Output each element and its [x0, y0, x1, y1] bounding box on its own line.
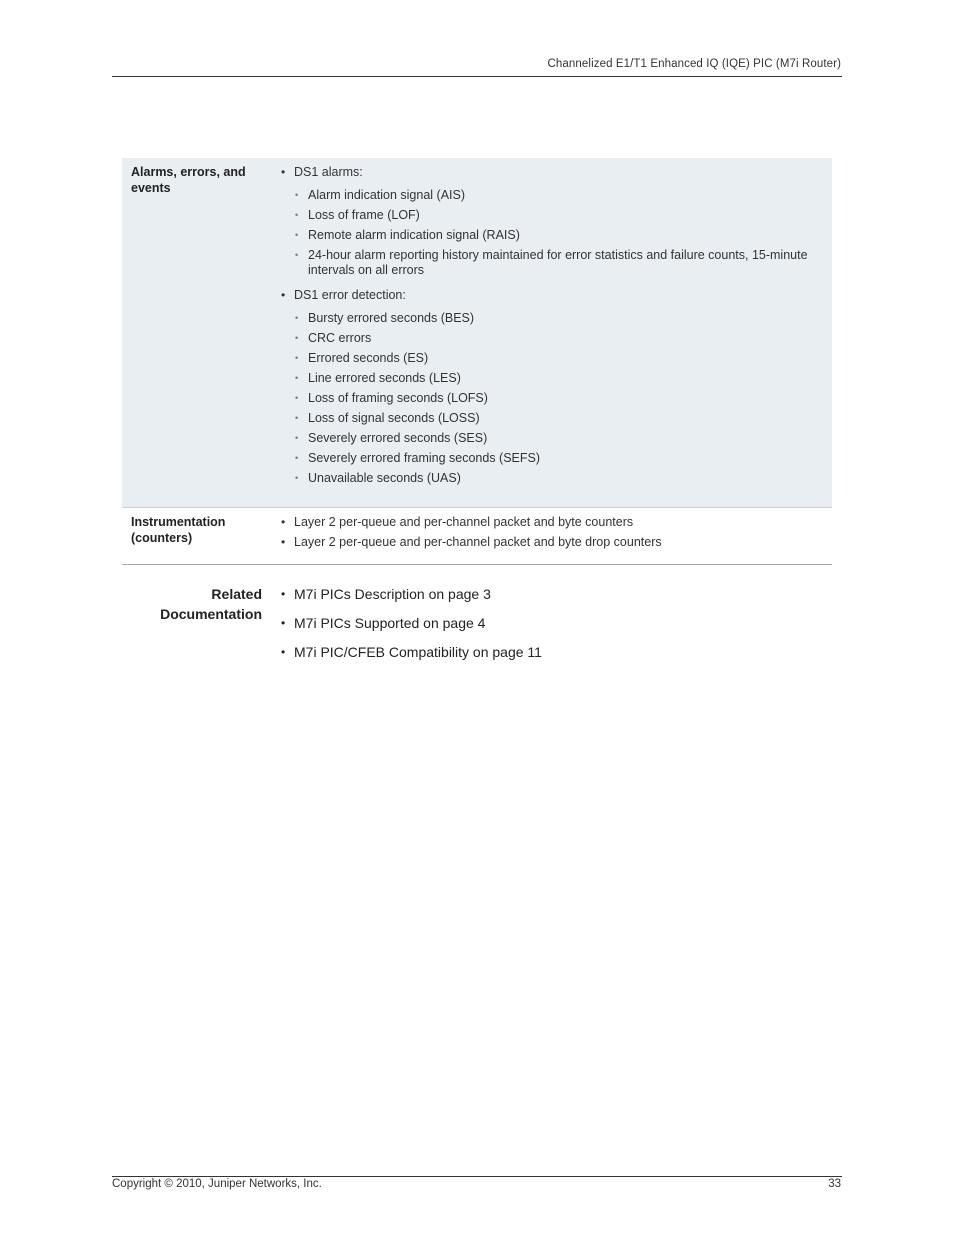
related-link-pic-cfeb-compatibility[interactable]: • M7i PIC/CFEB Compatibility on page 11 [279, 642, 819, 662]
related-documentation-label: Related Documentation [160, 586, 262, 622]
row-label-instrumentation: Instrumentation (counters) [131, 515, 226, 545]
table-row-instrumentation [122, 508, 832, 565]
related-documentation-list [279, 584, 819, 671]
row-label-alarms: Alarms, errors, and events [131, 165, 246, 195]
footer-divider [112, 1176, 842, 1177]
list-item-ds1-alarms [279, 164, 824, 278]
list-item: • Severely errored framing seconds (SEFS) [294, 451, 824, 466]
list-item: • Layer 2 per-queue and per-channel packet and byte counters [279, 514, 824, 530]
list-item: • Errored seconds (ES) [294, 351, 824, 366]
list-item: • Severely errored seconds (SES) [294, 431, 824, 446]
list-item: • 24-hour alarm reporting history maintained for error statistics and failure counts, 15-minute intervals on all errors [294, 248, 824, 278]
list-item: • Bursty errored seconds (BES) [294, 311, 824, 326]
page-number: 33 [828, 1178, 841, 1190]
running-header-title: Channelized E1/T1 Enhanced IQ (IQE) PIC (M7i Router) [547, 58, 841, 70]
row-content-instrumentation [269, 508, 832, 565]
list-item: • Loss of framing seconds (LOFS) [294, 391, 824, 406]
list-item-ds1-error-detection [279, 287, 824, 486]
group-title: DS1 error detection: [294, 288, 406, 302]
table-row-alarms [122, 158, 832, 508]
related-link-pics-supported[interactable]: • M7i PICs Supported on page 4 [279, 613, 819, 633]
list-item: • Unavailable seconds (UAS) [294, 471, 824, 486]
list-item: • Line errored seconds (LES) [294, 371, 824, 386]
related-link-pics-description[interactable]: • M7i PICs Description on page 3 [279, 584, 819, 604]
list-item: • Loss of frame (LOF) [294, 208, 824, 223]
list-item: • Loss of signal seconds (LOSS) [294, 411, 824, 426]
list-item: • CRC errors [294, 331, 824, 346]
list-item: • Remote alarm indication signal (RAIS) [294, 228, 824, 243]
row-content-alarms [269, 158, 832, 508]
footer-copyright: Copyright © 2010, Juniper Networks, Inc. [112, 1178, 322, 1190]
header-divider [112, 76, 842, 77]
specifications-table [122, 158, 832, 565]
list-item: • Alarm indication signal (AIS) [294, 188, 824, 203]
list-item: • Layer 2 per-queue and per-channel packet and byte drop counters [279, 534, 824, 550]
group-title: DS1 alarms: [294, 165, 363, 179]
